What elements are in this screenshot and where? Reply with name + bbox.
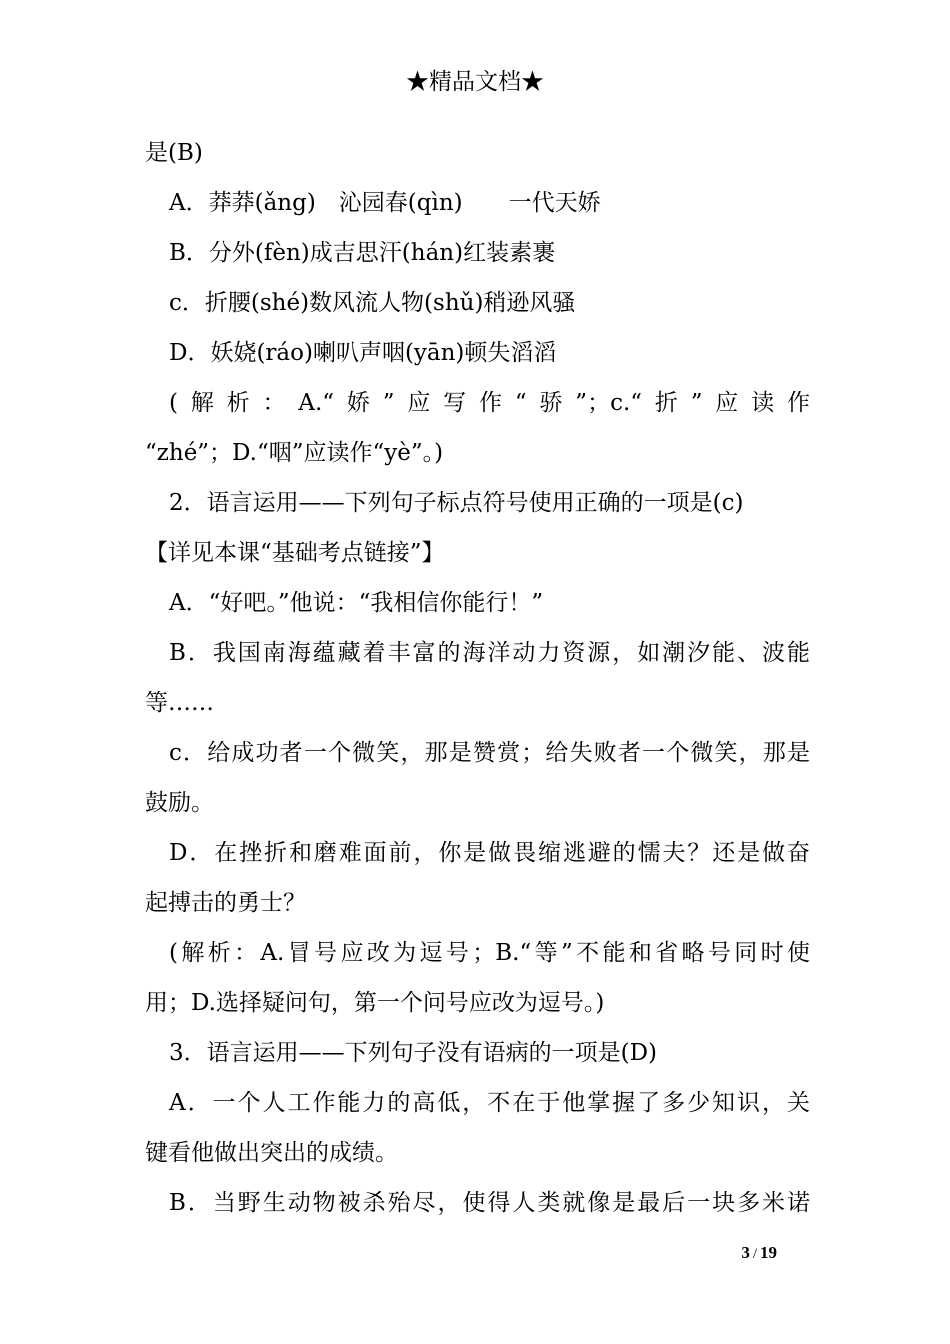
- page-current: 3: [741, 1243, 750, 1262]
- option-d-q1: D．妖娆(ráo)喇叭声咽(yān)顿失滔滔: [169, 340, 557, 366]
- question-2: 2．语言运用——下列句子标点符号使用正确的一项是(c): [169, 490, 744, 516]
- document-body: [145, 128, 810, 1228]
- analysis-q2-line1: (解析：A.冒号应改为逗号；B.“等”不能和省略号同时使: [169, 940, 810, 966]
- option-c-q1: c．折腰(shé)数风流人物(shǔ)稍逊风骚: [169, 290, 576, 316]
- option-a-q2: A．“好吧。”他说：“我相信你能行！”: [169, 590, 544, 616]
- analysis-q1-line1: (解析：A.“娇”应写作“骄”；c.“折”应读作: [169, 390, 810, 416]
- option-a-q1: A．莽莽(ǎng) 沁园春(qìn) 一代天娇: [169, 190, 601, 216]
- page-separator: /: [752, 1246, 757, 1262]
- option-b-q3-line1: B．当野生动物被杀殆尽，使得人类就像是最后一块多米诺: [169, 1190, 810, 1216]
- document-header: ★精品文档★: [406, 69, 544, 95]
- analysis-q2-line2: 用；D.选择疑问句，第一个问号应改为逗号。): [145, 990, 605, 1016]
- option-b-q2-line1: B．我国南海蕴藏着丰富的海洋动力资源，如潮汐能、波能: [169, 640, 810, 666]
- option-d-q2-line2: 起搏击的勇士？: [145, 890, 306, 916]
- option-c-q2-line2: 鼓励。: [145, 790, 214, 816]
- page-total: 19: [760, 1243, 777, 1262]
- page-number: [741, 1241, 777, 1266]
- question-3: 3．语言运用——下列句子没有语病的一项是(D): [169, 1040, 658, 1066]
- option-b-q1: B．分外(fèn)成吉思汗(hán)红装素裹: [169, 240, 556, 266]
- analysis-q1-line2: “zhé”；D.“咽”应读作“yè”。): [145, 440, 444, 466]
- option-c-q2-line1: c．给成功者一个微笑，那是赞赏；给失败者一个微笑，那是: [169, 740, 810, 766]
- option-a-q3-line1: A．一个人工作能力的高低，不在于他掌握了多少知识，关: [169, 1090, 810, 1116]
- question-2-reference: 【详见本课“基础考点链接”】: [145, 540, 445, 566]
- text-line-continuation: 是(B): [145, 140, 203, 166]
- option-d-q2-line1: D．在挫折和磨难面前，你是做畏缩逃避的懦夫？还是做奋: [169, 840, 810, 866]
- option-a-q3-line2: 键看他做出突出的成绩。: [145, 1140, 398, 1166]
- option-b-q2-line2: 等……: [145, 690, 214, 716]
